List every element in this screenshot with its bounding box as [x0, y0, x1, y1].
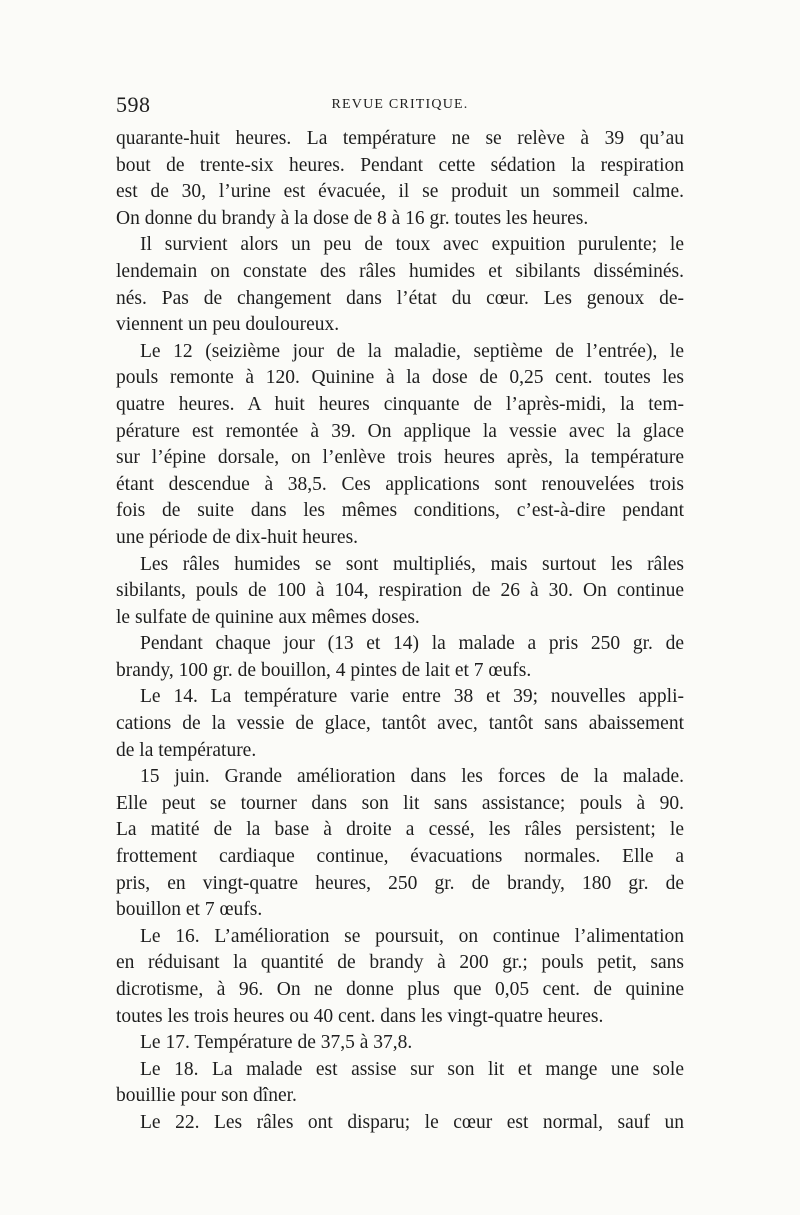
text-line: Elle peut se tourner dans son lit sans assistance; pouls à 90. [116, 792, 684, 814]
text-line: Il survient alors un peu de toux avec expuition purulente; le [140, 234, 684, 256]
text-line: On donne du brandy à la dose de 8 à 16 gr. toutes les heures. [116, 207, 589, 229]
text-line: Le 18. La malade est assise sur son lit et mange une sole [140, 1058, 684, 1080]
text-line: toutes les trois heures ou 40 cent. dans les vingt-quatre heures. [116, 1005, 604, 1027]
text-line: Le 22. Les râles ont disparu; le cœur est normal, sauf un [140, 1111, 684, 1133]
text-line: lendemain on constate des râles humides et sibilants disséminés. [116, 260, 684, 282]
text-line: La matité de la base à droite a cessé, les râles persistent; le [116, 819, 684, 841]
text-line: Le 14. La température varie entre 38 et 39; nouvelles appli- [140, 686, 684, 708]
page-number: 598 [116, 92, 151, 117]
text-line: frottement cardiaque continue, évacuations normales. Elle a [116, 846, 684, 868]
text-line: sur l’épine dorsale, on l’enlève trois heures après, la température [116, 447, 684, 469]
text-line: Pendant chaque jour (13 et 14) la malade a pris 250 gr. de [140, 633, 684, 655]
text-line: une période de dix-huit heures. [116, 526, 359, 548]
text-line: bouillon et 7 œufs. [116, 899, 263, 921]
text-line: est de 30, l’urine est évacuée, il se produit un sommeil calme. [116, 181, 684, 203]
text-line: en réduisant la quantité de brandy à 200 gr.; pouls petit, sans [116, 952, 684, 974]
text-line: le sulfate de quinine aux mêmes doses. [116, 606, 420, 628]
text-line: Le 17. Température de 37,5 à 37,8. [140, 1032, 413, 1054]
text-line: Le 12 (seizième jour de la maladie, septième de l’entrée), le [140, 340, 684, 362]
text-line: 15 juin. Grande amélioration dans les forces de la malade. [140, 766, 684, 788]
text-line: brandy, 100 gr. de bouillon, 4 pintes de lait et 7 œufs. [116, 659, 532, 681]
text-line: sibilants, pouls de 100 à 104, respiration de 26 à 30. On continue [116, 580, 684, 602]
text-line: quarante-huit heures. La température ne se relève à 39 qu’au [116, 128, 684, 149]
text-line: cations de la vessie de glace, tantôt avec, tantôt sans abaissement [116, 713, 684, 735]
text-line: bouillie pour son dîner. [116, 1085, 297, 1107]
text-line: Les râles humides se sont multipliés, mais surtout les râles [140, 553, 684, 575]
text-line: de la température. [116, 739, 257, 761]
text-line: quatre heures. A huit heures cinquante de l’après-midi, la tem- [116, 393, 684, 415]
text-line: étant descendue à 38,5. Ces applications sont renouvelées trois [116, 473, 684, 495]
text-line: nés. Pas de changement dans l’état du cœur. Les genoux de- [116, 287, 684, 309]
text-line: pérature est remontée à 39. On applique la vessie avec la glace [116, 420, 684, 442]
page-header [116, 92, 684, 122]
text-line: Le 16. L’amélioration se poursuit, on continue l’alimentation [140, 925, 684, 947]
text-line: viennent un peu douloureux. [116, 314, 340, 336]
text-line: pris, en vingt-quatre heures, 250 gr. de brandy, 180 gr. de [116, 872, 684, 894]
text-line: pouls remonte à 120. Quinine à la dose de 0,25 cent. toutes les [116, 367, 684, 389]
text-line: dicrotisme, à 96. On ne donne plus que 0,05 cent. de quinine [116, 979, 684, 1000]
running-head: REVUE CRITIQUE. [331, 97, 469, 112]
text-line: fois de suite dans les mêmes conditions, c’est-à-dire pendant [116, 500, 684, 522]
text-line: bout de trente-six heures. Pendant cette sédation la respiration [116, 154, 684, 176]
body-text [116, 126, 684, 1137]
